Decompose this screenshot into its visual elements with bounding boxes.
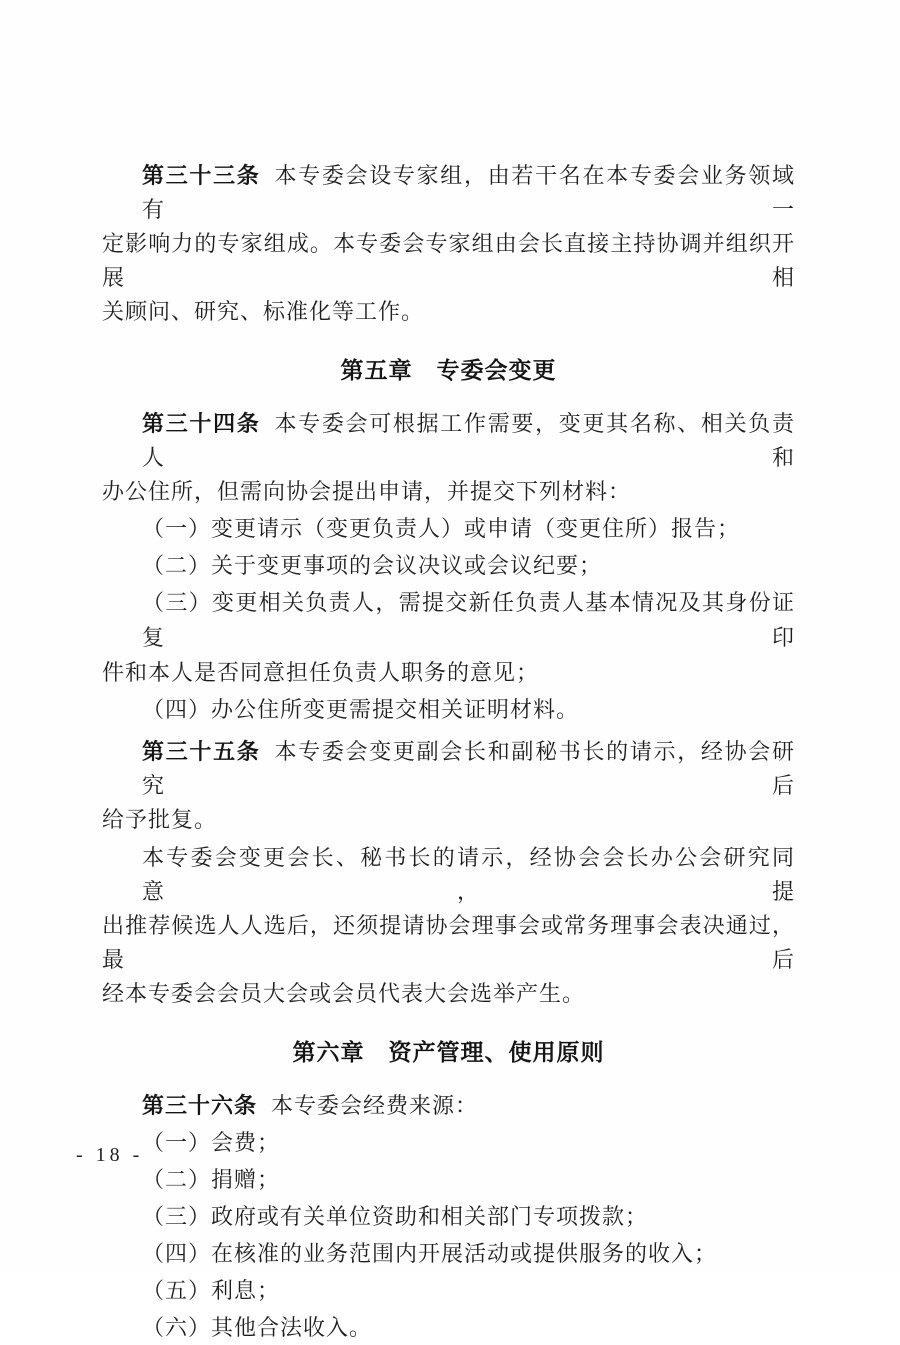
change-material-item-2-line-1: （二）关于变更事项的会议决议或会议纪要； [142,553,603,578]
article-35 [102,735,795,837]
income-item-2-line-1: （二）捐赠； [142,1167,281,1192]
article-35-paragraph-2 [102,841,795,1011]
income-item-5 [102,1273,795,1308]
article-35-paragraph-2-line-3: 经本专委会会员大会或会员代表大会选举产生。 [102,981,586,1006]
change-material-item-4-line-1: （四）办公住所变更需提交相关证明材料。 [142,697,580,722]
income-item-3 [102,1199,795,1234]
article-35-paragraph-2-line-2: 出推荐候选人人选后，还须提请协会理事会或常务理事会表决通过，最后 [102,913,795,972]
article-34-line-2: 办公住所，但需向协会提出申请，并提交下列材料： [102,479,632,504]
chapter-6-heading: 第六章 资产管理、使用原则 [292,1039,605,1065]
change-material-item-3-line-1: （三）变更相关负责人，需提交新任负责人基本情况及其身份证复印 [142,590,795,650]
income-item-4 [102,1236,795,1271]
income-item-4-line-1: （四）在核准的业务范围内开展活动或提供服务的收入； [142,1241,718,1266]
article-text: 本专委会变更副会长和副秘书长的请示，经协会研究后 [142,739,795,798]
article-35-line-2: 给予批复。 [102,807,218,832]
article-text: 本专委会经费来源： [271,1093,479,1118]
article-33-line-1 [102,159,795,227]
change-material-item-1 [102,511,795,546]
income-item-1-line-1: （一）会费； [142,1130,281,1155]
article-35-line-1 [102,735,795,803]
change-material-item-4 [102,692,795,727]
article-number-label: 第三十五条 [142,739,261,764]
page-number: - 18 - [76,1144,144,1166]
article-36-line-1 [102,1089,795,1123]
article-number-label: 第三十四条 [142,411,261,436]
change-material-item-3 [102,585,795,690]
change-material-item-3-line-2: 件和本人是否同意担任负责人职务的意见； [102,660,540,685]
article-36 [102,1089,795,1123]
income-item-6 [102,1310,795,1345]
income-item-2 [102,1162,795,1197]
article-text: 本专委会可根据工作需要，变更其名称、相关负责人和 [142,411,795,470]
income-item-6-line-1: （六）其他合法收入。 [142,1315,373,1340]
article-34-line-1 [102,407,795,475]
article-34 [102,407,795,509]
article-33 [102,159,795,329]
article-35-paragraph-2-line-1: 本专委会变更会长、秘书长的请示，经协会会长办公会研究同意，提 [142,845,795,904]
income-item-5-line-1: （五）利息； [142,1278,281,1303]
article-33-line-2: 定影响力的专家组成。本专委会专家组由会长直接主持协调并组织开展相 [102,231,795,290]
document-content [102,0,795,1345]
chapter-5-heading: 第五章 专委会变更 [340,357,557,383]
article-33-line-3: 关顾问、研究、标准化等工作。 [102,299,425,324]
income-item-3-line-1: （三）政府或有关单位资助和相关部门专项拨款； [142,1204,649,1229]
article-number-label: 第三十三条 [142,163,261,188]
article-number-label: 第三十六条 [142,1093,258,1118]
change-material-item-1-line-1: （一）变更请示（变更负责人）或申请（变更住所）报告； [142,516,741,541]
article-text: 本专委会设专家组，由若干名在本专委会业务领域有一 [142,163,795,222]
change-material-item-2 [102,548,795,583]
income-item-1 [102,1125,795,1160]
